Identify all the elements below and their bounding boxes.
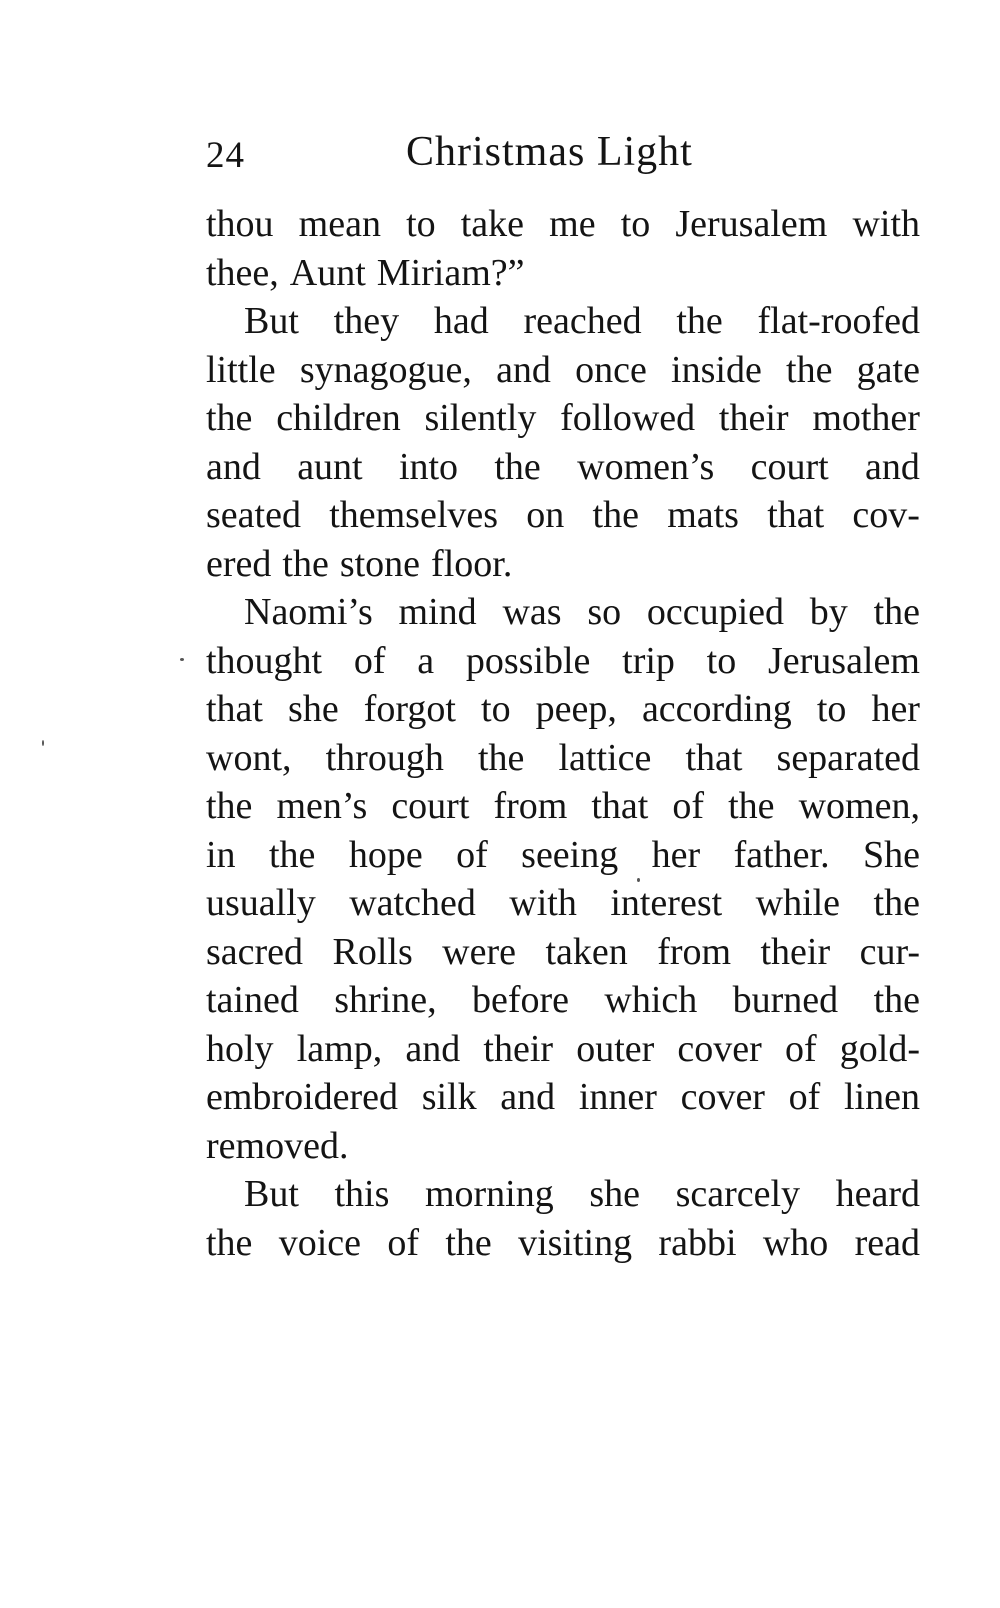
- text-line: and aunt into the women’s court and: [206, 445, 920, 488]
- scan-speck: [180, 658, 184, 661]
- page-header: [206, 128, 926, 188]
- text-line: the voice of the visiting rabbi who read: [206, 1221, 920, 1264]
- page-number: 24: [206, 135, 245, 176]
- text-line: in the hope of seeing her father. She: [206, 833, 920, 876]
- text-line: thee, Aunt Miriam?”: [206, 251, 525, 294]
- text-line: embroidered silk and inner cover of linen: [206, 1076, 920, 1118]
- text-line: ered the stone floor.: [206, 542, 513, 585]
- text-line: seated themselves on the mats that cov-: [206, 494, 920, 536]
- text-line: removed.: [206, 1124, 349, 1167]
- text-line: the men’s court from that of the women,: [206, 785, 920, 827]
- text-line: holy lamp, and their outer cover of gold-: [206, 1027, 920, 1070]
- text-line: the children silently followed their mother: [206, 397, 920, 439]
- text-line: wont, through the lattice that separated: [206, 736, 920, 779]
- text-line: thou mean to take me to Jerusalem with: [206, 203, 920, 245]
- text-line: But this morning she scarcely heard: [244, 1173, 920, 1215]
- scan-speck: [42, 740, 44, 746]
- text-line: that she forgot to peep, according to her: [206, 688, 920, 730]
- scan-speck: [637, 878, 640, 882]
- text-line: But they had reached the flat-roofed: [244, 300, 920, 342]
- text-line: sacred Rolls were taken from their cur-: [206, 930, 920, 973]
- text-line: usually watched with interest while the: [206, 882, 920, 924]
- text-line: little synagogue, and once inside the gate: [206, 348, 920, 391]
- text-line: Naomi’s mind was so occupied by the: [244, 591, 920, 633]
- running-title: Christmas Light: [406, 129, 693, 175]
- text-line: thought of a possible trip to Jerusalem: [206, 639, 920, 682]
- body-text: [206, 200, 920, 1267]
- text-line: tained shrine, before which burned the: [206, 979, 920, 1021]
